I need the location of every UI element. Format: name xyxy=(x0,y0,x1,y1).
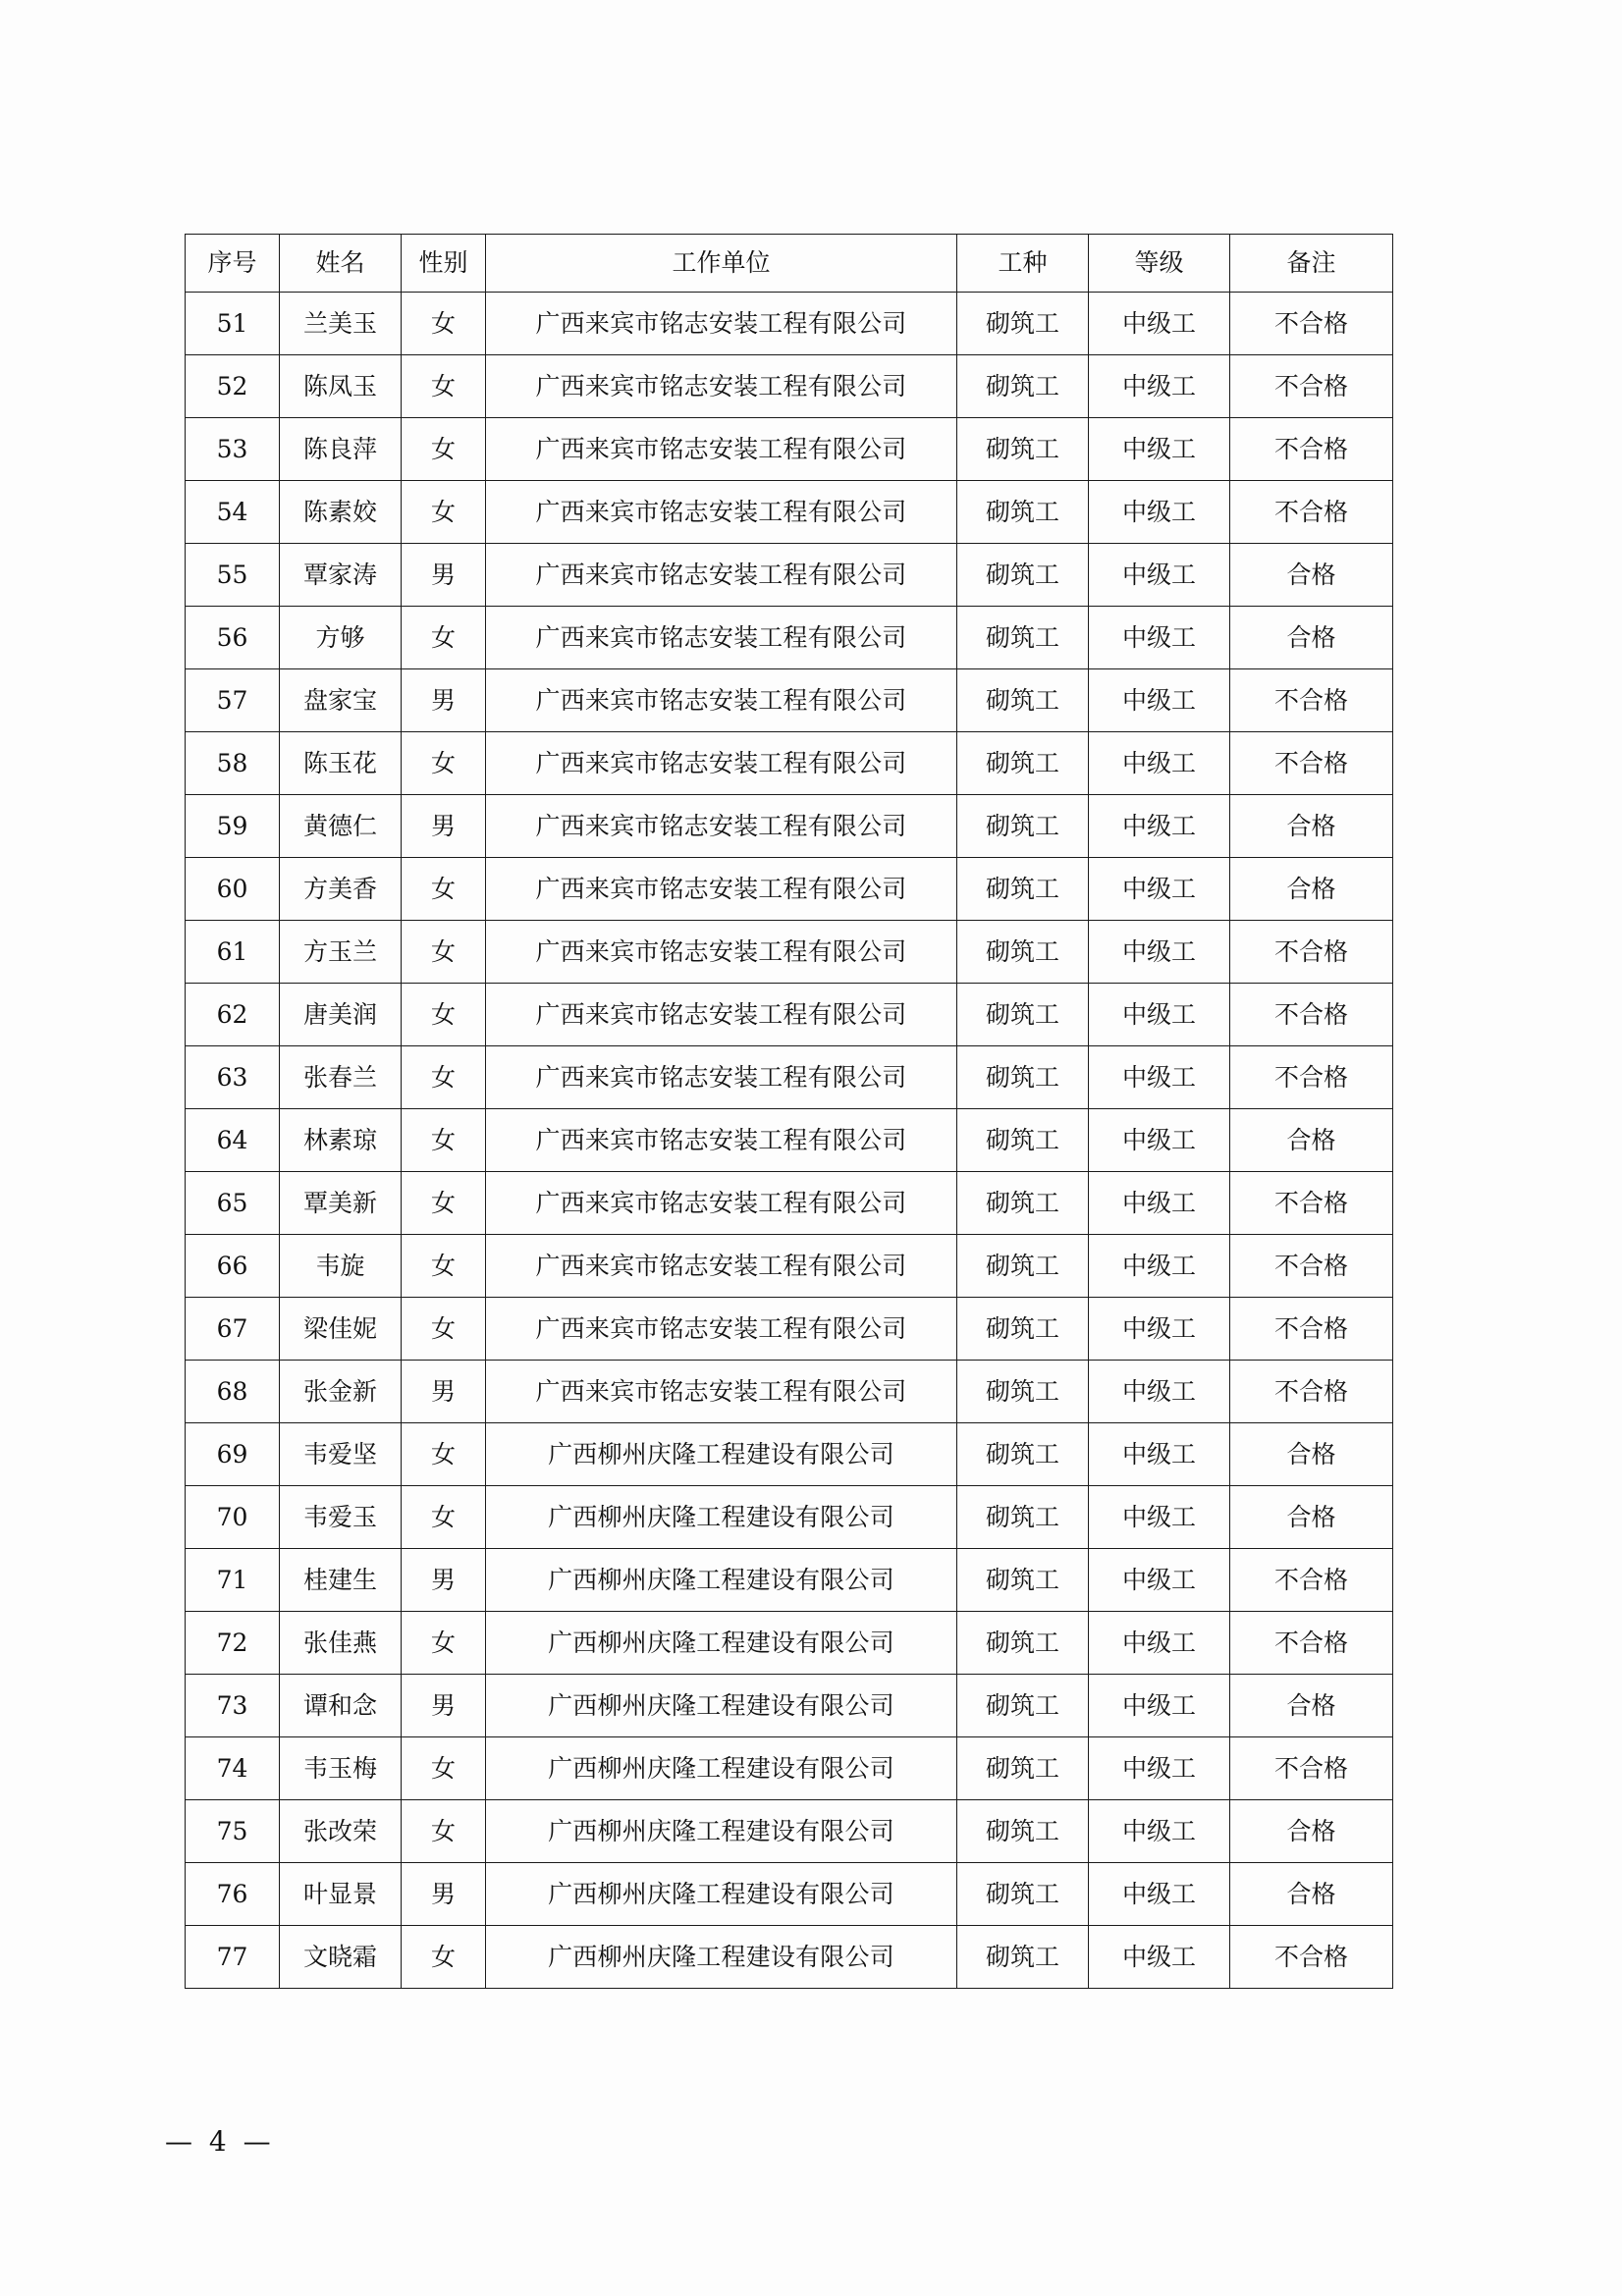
cell-gender: 女 xyxy=(402,607,486,669)
cell-gender: 女 xyxy=(402,858,486,921)
cell-work-unit: 广西来宾市铭志安装工程有限公司 xyxy=(486,795,957,858)
cell-level: 中级工 xyxy=(1089,1172,1230,1235)
cell-level: 中级工 xyxy=(1089,1863,1230,1926)
cell-name: 韦旋 xyxy=(280,1235,402,1298)
cell-job-type: 砌筑工 xyxy=(957,732,1089,795)
table-row xyxy=(186,1361,1393,1423)
cell-gender: 男 xyxy=(402,1863,486,1926)
cell-gender: 男 xyxy=(402,544,486,607)
cell-gender: 男 xyxy=(402,1549,486,1612)
cell-work-unit: 广西来宾市铭志安装工程有限公司 xyxy=(486,544,957,607)
cell-name: 桂建生 xyxy=(280,1549,402,1612)
cell-work-unit: 广西柳州庆隆工程建设有限公司 xyxy=(486,1675,957,1737)
table-row xyxy=(186,921,1393,984)
cell-remark: 不合格 xyxy=(1230,1612,1393,1675)
cell-work-unit: 广西来宾市铭志安装工程有限公司 xyxy=(486,1235,957,1298)
cell-work-unit: 广西来宾市铭志安装工程有限公司 xyxy=(486,1046,957,1109)
cell-index: 53 xyxy=(186,418,280,481)
cell-job-type: 砌筑工 xyxy=(957,1486,1089,1549)
cell-work-unit: 广西来宾市铭志安装工程有限公司 xyxy=(486,1361,957,1423)
cell-name: 韦玉梅 xyxy=(280,1737,402,1800)
table-row xyxy=(186,1046,1393,1109)
cell-work-unit: 广西柳州庆隆工程建设有限公司 xyxy=(486,1612,957,1675)
cell-name: 文晓霜 xyxy=(280,1926,402,1989)
cell-remark: 合格 xyxy=(1230,544,1393,607)
cell-name: 韦爱玉 xyxy=(280,1486,402,1549)
cell-index: 69 xyxy=(186,1423,280,1486)
column-header-remark: 备注 xyxy=(1230,235,1393,293)
cell-level: 中级工 xyxy=(1089,858,1230,921)
cell-level: 中级工 xyxy=(1089,795,1230,858)
cell-index: 51 xyxy=(186,293,280,355)
cell-work-unit: 广西来宾市铭志安装工程有限公司 xyxy=(486,732,957,795)
column-header-work-unit: 工作单位 xyxy=(486,235,957,293)
cell-job-type: 砌筑工 xyxy=(957,1612,1089,1675)
cell-job-type: 砌筑工 xyxy=(957,293,1089,355)
table-row xyxy=(186,984,1393,1046)
cell-gender: 女 xyxy=(402,418,486,481)
cell-index: 58 xyxy=(186,732,280,795)
cell-remark: 不合格 xyxy=(1230,1361,1393,1423)
cell-job-type: 砌筑工 xyxy=(957,607,1089,669)
cell-index: 67 xyxy=(186,1298,280,1361)
cell-index: 70 xyxy=(186,1486,280,1549)
cell-gender: 女 xyxy=(402,355,486,418)
roster-table xyxy=(185,234,1393,1989)
cell-name: 陈凤玉 xyxy=(280,355,402,418)
table-row xyxy=(186,1423,1393,1486)
cell-level: 中级工 xyxy=(1089,1298,1230,1361)
cell-gender: 男 xyxy=(402,795,486,858)
cell-index: 61 xyxy=(186,921,280,984)
cell-level: 中级工 xyxy=(1089,1612,1230,1675)
cell-index: 63 xyxy=(186,1046,280,1109)
cell-level: 中级工 xyxy=(1089,293,1230,355)
cell-name: 林素琼 xyxy=(280,1109,402,1172)
table-row xyxy=(186,355,1393,418)
cell-remark: 合格 xyxy=(1230,1486,1393,1549)
cell-work-unit: 广西柳州庆隆工程建设有限公司 xyxy=(486,1800,957,1863)
cell-work-unit: 广西来宾市铭志安装工程有限公司 xyxy=(486,921,957,984)
cell-name: 陈良萍 xyxy=(280,418,402,481)
cell-level: 中级工 xyxy=(1089,1235,1230,1298)
cell-remark: 不合格 xyxy=(1230,1298,1393,1361)
cell-name: 张金新 xyxy=(280,1361,402,1423)
cell-work-unit: 广西来宾市铭志安装工程有限公司 xyxy=(486,858,957,921)
cell-remark: 不合格 xyxy=(1230,1926,1393,1989)
table-header-row xyxy=(186,235,1393,293)
cell-job-type: 砌筑工 xyxy=(957,795,1089,858)
cell-level: 中级工 xyxy=(1089,1800,1230,1863)
cell-work-unit: 广西来宾市铭志安装工程有限公司 xyxy=(486,607,957,669)
cell-work-unit: 广西来宾市铭志安装工程有限公司 xyxy=(486,481,957,544)
cell-remark: 合格 xyxy=(1230,858,1393,921)
cell-remark: 不合格 xyxy=(1230,1172,1393,1235)
cell-index: 57 xyxy=(186,669,280,732)
table-row xyxy=(186,732,1393,795)
cell-remark: 合格 xyxy=(1230,1675,1393,1737)
cell-remark: 不合格 xyxy=(1230,481,1393,544)
cell-gender: 女 xyxy=(402,732,486,795)
cell-job-type: 砌筑工 xyxy=(957,1423,1089,1486)
cell-name: 盘家宝 xyxy=(280,669,402,732)
table-row xyxy=(186,1863,1393,1926)
cell-work-unit: 广西来宾市铭志安装工程有限公司 xyxy=(486,355,957,418)
cell-job-type: 砌筑工 xyxy=(957,1046,1089,1109)
cell-level: 中级工 xyxy=(1089,355,1230,418)
table-header xyxy=(186,235,1393,293)
cell-job-type: 砌筑工 xyxy=(957,1298,1089,1361)
table-row xyxy=(186,607,1393,669)
column-header-name: 姓名 xyxy=(280,235,402,293)
cell-job-type: 砌筑工 xyxy=(957,1109,1089,1172)
cell-index: 75 xyxy=(186,1800,280,1863)
cell-gender: 女 xyxy=(402,1612,486,1675)
cell-job-type: 砌筑工 xyxy=(957,1549,1089,1612)
table-row xyxy=(186,669,1393,732)
cell-index: 77 xyxy=(186,1926,280,1989)
table-row xyxy=(186,1109,1393,1172)
cell-job-type: 砌筑工 xyxy=(957,669,1089,732)
table-row xyxy=(186,1612,1393,1675)
page-number: — 4 — xyxy=(165,2125,275,2158)
cell-work-unit: 广西来宾市铭志安装工程有限公司 xyxy=(486,984,957,1046)
cell-index: 65 xyxy=(186,1172,280,1235)
cell-remark: 不合格 xyxy=(1230,355,1393,418)
cell-name: 黄德仁 xyxy=(280,795,402,858)
column-header-gender: 性别 xyxy=(402,235,486,293)
cell-name: 方玉兰 xyxy=(280,921,402,984)
cell-work-unit: 广西柳州庆隆工程建设有限公司 xyxy=(486,1486,957,1549)
table-row xyxy=(186,544,1393,607)
cell-name: 张春兰 xyxy=(280,1046,402,1109)
cell-gender: 女 xyxy=(402,921,486,984)
cell-remark: 合格 xyxy=(1230,1863,1393,1926)
cell-gender: 女 xyxy=(402,293,486,355)
cell-job-type: 砌筑工 xyxy=(957,1863,1089,1926)
cell-name: 陈素姣 xyxy=(280,481,402,544)
cell-gender: 女 xyxy=(402,1235,486,1298)
cell-level: 中级工 xyxy=(1089,1737,1230,1800)
cell-job-type: 砌筑工 xyxy=(957,418,1089,481)
cell-remark: 不合格 xyxy=(1230,1235,1393,1298)
cell-gender: 男 xyxy=(402,1361,486,1423)
table-row xyxy=(186,1298,1393,1361)
cell-index: 62 xyxy=(186,984,280,1046)
cell-index: 74 xyxy=(186,1737,280,1800)
cell-job-type: 砌筑工 xyxy=(957,1926,1089,1989)
cell-index: 73 xyxy=(186,1675,280,1737)
cell-gender: 女 xyxy=(402,1926,486,1989)
cell-remark: 不合格 xyxy=(1230,1737,1393,1800)
cell-remark: 不合格 xyxy=(1230,921,1393,984)
cell-level: 中级工 xyxy=(1089,984,1230,1046)
cell-name: 唐美润 xyxy=(280,984,402,1046)
cell-name: 韦爱坚 xyxy=(280,1423,402,1486)
cell-job-type: 砌筑工 xyxy=(957,1800,1089,1863)
cell-name: 方够 xyxy=(280,607,402,669)
cell-index: 76 xyxy=(186,1863,280,1926)
cell-level: 中级工 xyxy=(1089,607,1230,669)
cell-index: 60 xyxy=(186,858,280,921)
cell-index: 54 xyxy=(186,481,280,544)
cell-name: 方美香 xyxy=(280,858,402,921)
cell-gender: 女 xyxy=(402,1298,486,1361)
cell-gender: 女 xyxy=(402,1737,486,1800)
cell-job-type: 砌筑工 xyxy=(957,858,1089,921)
cell-level: 中级工 xyxy=(1089,1549,1230,1612)
cell-level: 中级工 xyxy=(1089,481,1230,544)
table-row xyxy=(186,1737,1393,1800)
cell-job-type: 砌筑工 xyxy=(957,1235,1089,1298)
cell-job-type: 砌筑工 xyxy=(957,921,1089,984)
cell-gender: 女 xyxy=(402,481,486,544)
cell-index: 71 xyxy=(186,1549,280,1612)
cell-remark: 合格 xyxy=(1230,1423,1393,1486)
table-row xyxy=(186,481,1393,544)
cell-gender: 女 xyxy=(402,1486,486,1549)
cell-job-type: 砌筑工 xyxy=(957,984,1089,1046)
cell-name: 张改荣 xyxy=(280,1800,402,1863)
cell-name: 兰美玉 xyxy=(280,293,402,355)
cell-index: 72 xyxy=(186,1612,280,1675)
cell-level: 中级工 xyxy=(1089,732,1230,795)
table-body xyxy=(186,293,1393,1989)
column-header-index: 序号 xyxy=(186,235,280,293)
cell-remark: 不合格 xyxy=(1230,669,1393,732)
table-row xyxy=(186,1172,1393,1235)
cell-name: 陈玉花 xyxy=(280,732,402,795)
cell-index: 66 xyxy=(186,1235,280,1298)
cell-remark: 不合格 xyxy=(1230,732,1393,795)
cell-level: 中级工 xyxy=(1089,1046,1230,1109)
cell-work-unit: 广西来宾市铭志安装工程有限公司 xyxy=(486,418,957,481)
table-row xyxy=(186,1486,1393,1549)
cell-level: 中级工 xyxy=(1089,669,1230,732)
cell-remark: 合格 xyxy=(1230,795,1393,858)
cell-index: 64 xyxy=(186,1109,280,1172)
cell-gender: 女 xyxy=(402,984,486,1046)
cell-index: 68 xyxy=(186,1361,280,1423)
cell-gender: 男 xyxy=(402,1675,486,1737)
cell-name: 覃美新 xyxy=(280,1172,402,1235)
table-row xyxy=(186,858,1393,921)
cell-remark: 合格 xyxy=(1230,1109,1393,1172)
cell-remark: 不合格 xyxy=(1230,984,1393,1046)
cell-job-type: 砌筑工 xyxy=(957,1172,1089,1235)
cell-remark: 不合格 xyxy=(1230,1046,1393,1109)
cell-level: 中级工 xyxy=(1089,1361,1230,1423)
cell-work-unit: 广西来宾市铭志安装工程有限公司 xyxy=(486,1172,957,1235)
cell-gender: 女 xyxy=(402,1109,486,1172)
column-header-job-type: 工种 xyxy=(957,235,1089,293)
cell-work-unit: 广西来宾市铭志安装工程有限公司 xyxy=(486,669,957,732)
cell-remark: 不合格 xyxy=(1230,293,1393,355)
cell-job-type: 砌筑工 xyxy=(957,1737,1089,1800)
cell-level: 中级工 xyxy=(1089,1109,1230,1172)
cell-level: 中级工 xyxy=(1089,1423,1230,1486)
cell-name: 叶显景 xyxy=(280,1863,402,1926)
cell-work-unit: 广西柳州庆隆工程建设有限公司 xyxy=(486,1737,957,1800)
cell-job-type: 砌筑工 xyxy=(957,544,1089,607)
table-row xyxy=(186,1926,1393,1989)
cell-work-unit: 广西来宾市铭志安装工程有限公司 xyxy=(486,1109,957,1172)
table-row xyxy=(186,293,1393,355)
table-row xyxy=(186,795,1393,858)
cell-name: 张佳燕 xyxy=(280,1612,402,1675)
table-row xyxy=(186,1675,1393,1737)
cell-job-type: 砌筑工 xyxy=(957,481,1089,544)
cell-gender: 男 xyxy=(402,669,486,732)
cell-index: 59 xyxy=(186,795,280,858)
cell-gender: 女 xyxy=(402,1046,486,1109)
table-row xyxy=(186,418,1393,481)
cell-name: 谭和念 xyxy=(280,1675,402,1737)
cell-remark: 不合格 xyxy=(1230,418,1393,481)
cell-level: 中级工 xyxy=(1089,544,1230,607)
column-header-level: 等级 xyxy=(1089,235,1230,293)
cell-remark: 不合格 xyxy=(1230,1549,1393,1612)
cell-work-unit: 广西柳州庆隆工程建设有限公司 xyxy=(486,1549,957,1612)
cell-job-type: 砌筑工 xyxy=(957,355,1089,418)
table-row xyxy=(186,1235,1393,1298)
cell-work-unit: 广西柳州庆隆工程建设有限公司 xyxy=(486,1863,957,1926)
cell-work-unit: 广西柳州庆隆工程建设有限公司 xyxy=(486,1926,957,1989)
cell-name: 梁佳妮 xyxy=(280,1298,402,1361)
cell-work-unit: 广西柳州庆隆工程建设有限公司 xyxy=(486,1423,957,1486)
cell-job-type: 砌筑工 xyxy=(957,1361,1089,1423)
cell-level: 中级工 xyxy=(1089,1486,1230,1549)
cell-name: 覃家涛 xyxy=(280,544,402,607)
cell-gender: 女 xyxy=(402,1800,486,1863)
cell-index: 56 xyxy=(186,607,280,669)
cell-work-unit: 广西来宾市铭志安装工程有限公司 xyxy=(486,293,957,355)
table-row xyxy=(186,1800,1393,1863)
cell-level: 中级工 xyxy=(1089,1926,1230,1989)
cell-level: 中级工 xyxy=(1089,418,1230,481)
cell-level: 中级工 xyxy=(1089,1675,1230,1737)
cell-remark: 合格 xyxy=(1230,607,1393,669)
cell-work-unit: 广西来宾市铭志安装工程有限公司 xyxy=(486,1298,957,1361)
roster-table-container xyxy=(185,234,1392,1989)
cell-index: 55 xyxy=(186,544,280,607)
cell-gender: 女 xyxy=(402,1172,486,1235)
cell-job-type: 砌筑工 xyxy=(957,1675,1089,1737)
table-row xyxy=(186,1549,1393,1612)
cell-remark: 合格 xyxy=(1230,1800,1393,1863)
cell-level: 中级工 xyxy=(1089,921,1230,984)
cell-index: 52 xyxy=(186,355,280,418)
cell-gender: 女 xyxy=(402,1423,486,1486)
